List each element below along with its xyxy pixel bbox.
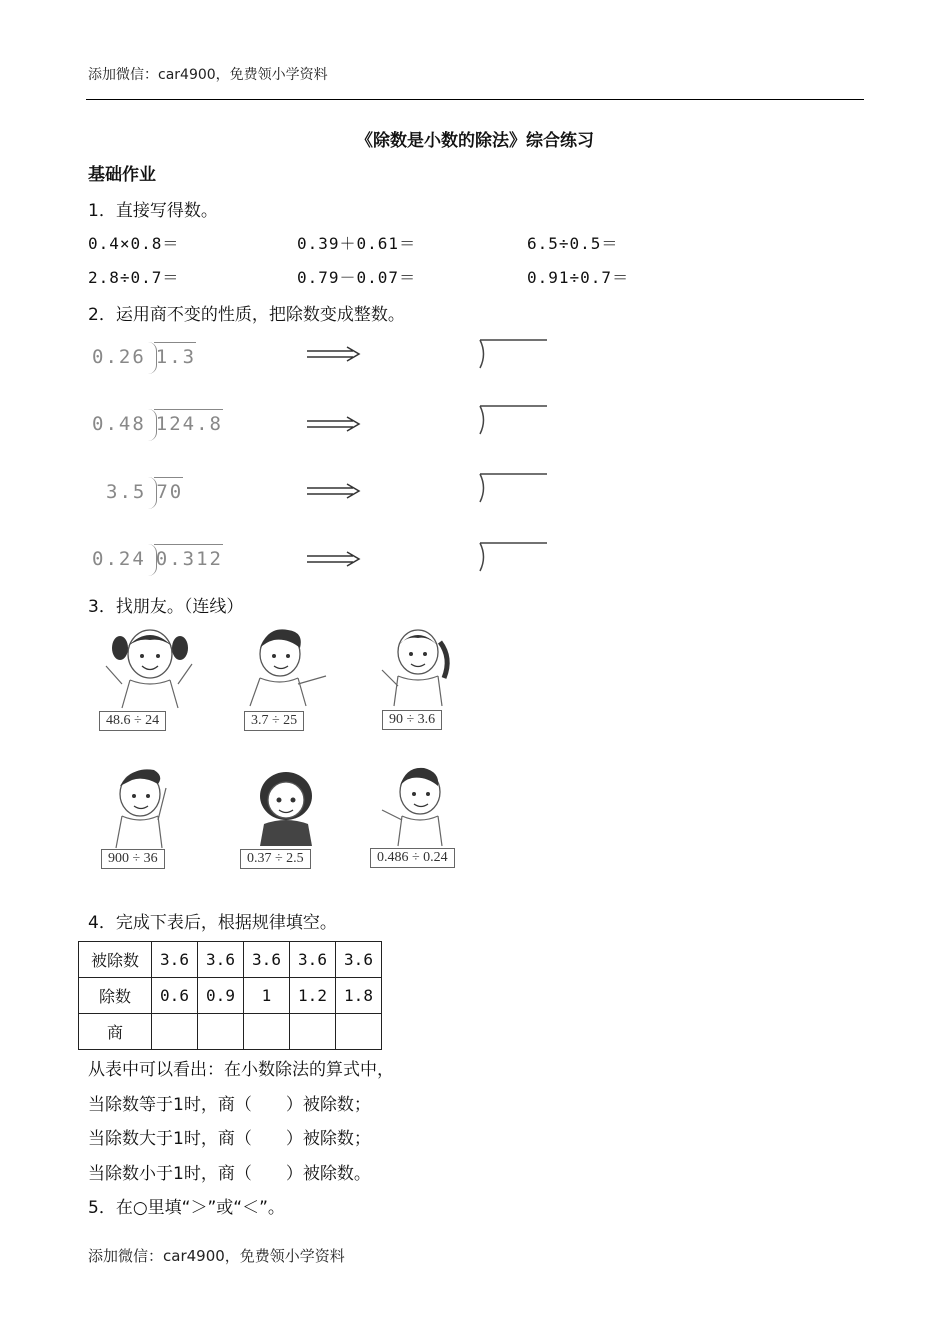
divisor: 0.26: [92, 346, 146, 368]
q5-label: 5．在○里填“＞”或“＜”。: [88, 1198, 285, 1218]
expression-card[interactable]: 3.7 ÷ 25: [244, 711, 304, 731]
table-cell: 3.6: [198, 942, 244, 978]
double-arrow-icon: [305, 551, 361, 567]
expression-card[interactable]: 0.486 ÷ 0.24: [370, 848, 455, 868]
table-cell: 3.6: [152, 942, 198, 978]
child-illustration: [92, 618, 212, 710]
table-cell: 3.6: [336, 942, 382, 978]
footer-note: 添加微信：car4900，免费领小学资料: [88, 1247, 345, 1265]
child-illustration: [228, 758, 348, 850]
answer-cell[interactable]: [152, 1014, 198, 1050]
answer-bracket[interactable]: [477, 404, 547, 436]
q1-item: 0.79－0.07＝: [297, 268, 417, 287]
section-heading: 基础作业: [88, 165, 156, 185]
table-row: [79, 942, 382, 978]
child-illustration: [360, 758, 480, 850]
q1-item: 0.4×0.8＝: [88, 234, 180, 253]
answer-cell[interactable]: [244, 1014, 290, 1050]
data-table: [78, 941, 382, 1050]
q1-label: 1．直接写得数。: [88, 201, 218, 221]
double-arrow-icon: [305, 416, 361, 432]
row-header: 被除数: [79, 942, 152, 978]
q1-item: 0.39＋0.61＝: [297, 234, 417, 253]
table-cell: 0.6: [152, 978, 198, 1014]
table-row: [79, 1014, 382, 1050]
long-division: [106, 481, 183, 503]
q3-label: 3．找朋友。（连线）: [88, 597, 244, 617]
table-cell: 1.2: [290, 978, 336, 1014]
answer-cell[interactable]: [336, 1014, 382, 1050]
answer-cell[interactable]: [290, 1014, 336, 1050]
q4-fill-line: 当除数小于1时，商（ ）被除数。: [88, 1164, 371, 1184]
row-header: 商: [79, 1014, 152, 1050]
q1-item: 0.91÷0.7＝: [527, 268, 630, 287]
expression-card[interactable]: 48.6 ÷ 24: [99, 711, 166, 731]
expression-card[interactable]: 90 ÷ 3.6: [382, 710, 442, 730]
double-arrow-icon: [305, 346, 361, 362]
long-division: [92, 413, 223, 435]
page-title: 《除数是小数的除法》综合练习: [356, 131, 594, 151]
expression-card[interactable]: 0.37 ÷ 2.5: [240, 849, 311, 869]
dividend: 0.312: [148, 548, 223, 570]
q4-conclusion: 从表中可以看出：在小数除法的算式中，: [88, 1060, 394, 1080]
table-cell: 0.9: [198, 978, 244, 1014]
table-cell: 3.6: [290, 942, 336, 978]
child-illustration: [360, 618, 480, 710]
dividend: 1.3: [148, 346, 196, 368]
q1-item: 6.5÷0.5＝: [527, 234, 619, 253]
answer-bracket[interactable]: [477, 541, 547, 573]
row-header: 除数: [79, 978, 152, 1014]
dividend: 70: [148, 481, 183, 503]
divisor: 3.5: [106, 481, 147, 503]
long-division: [92, 346, 196, 368]
divisor: 0.48: [92, 413, 146, 435]
answer-cell[interactable]: [198, 1014, 244, 1050]
table-cell: 1: [244, 978, 290, 1014]
table-row: [79, 978, 382, 1014]
expression-card[interactable]: 900 ÷ 36: [101, 849, 165, 869]
q2-label: 2．运用商不变的性质，把除数变成整数。: [88, 305, 405, 325]
double-arrow-icon: [305, 483, 361, 499]
dividend: 124.8: [148, 413, 223, 435]
header-divider: [86, 99, 864, 100]
header-note: 添加微信：car4900，免费领小学资料: [88, 67, 328, 83]
table-cell: 3.6: [244, 942, 290, 978]
q4-fill-line: 当除数等于1时，商（ ）被除数；: [88, 1095, 371, 1115]
q4-fill-line: 当除数大于1时，商（ ）被除数；: [88, 1129, 371, 1149]
child-illustration: [228, 618, 348, 710]
answer-bracket[interactable]: [477, 472, 547, 504]
child-illustration: [92, 758, 212, 850]
table-cell: 1.8: [336, 978, 382, 1014]
divisor: 0.24: [92, 548, 146, 570]
answer-bracket[interactable]: [477, 338, 547, 370]
q4-label: 4．完成下表后，根据规律填空。: [88, 913, 337, 933]
q1-item: 2.8÷0.7＝: [88, 268, 180, 287]
long-division: [92, 548, 223, 570]
